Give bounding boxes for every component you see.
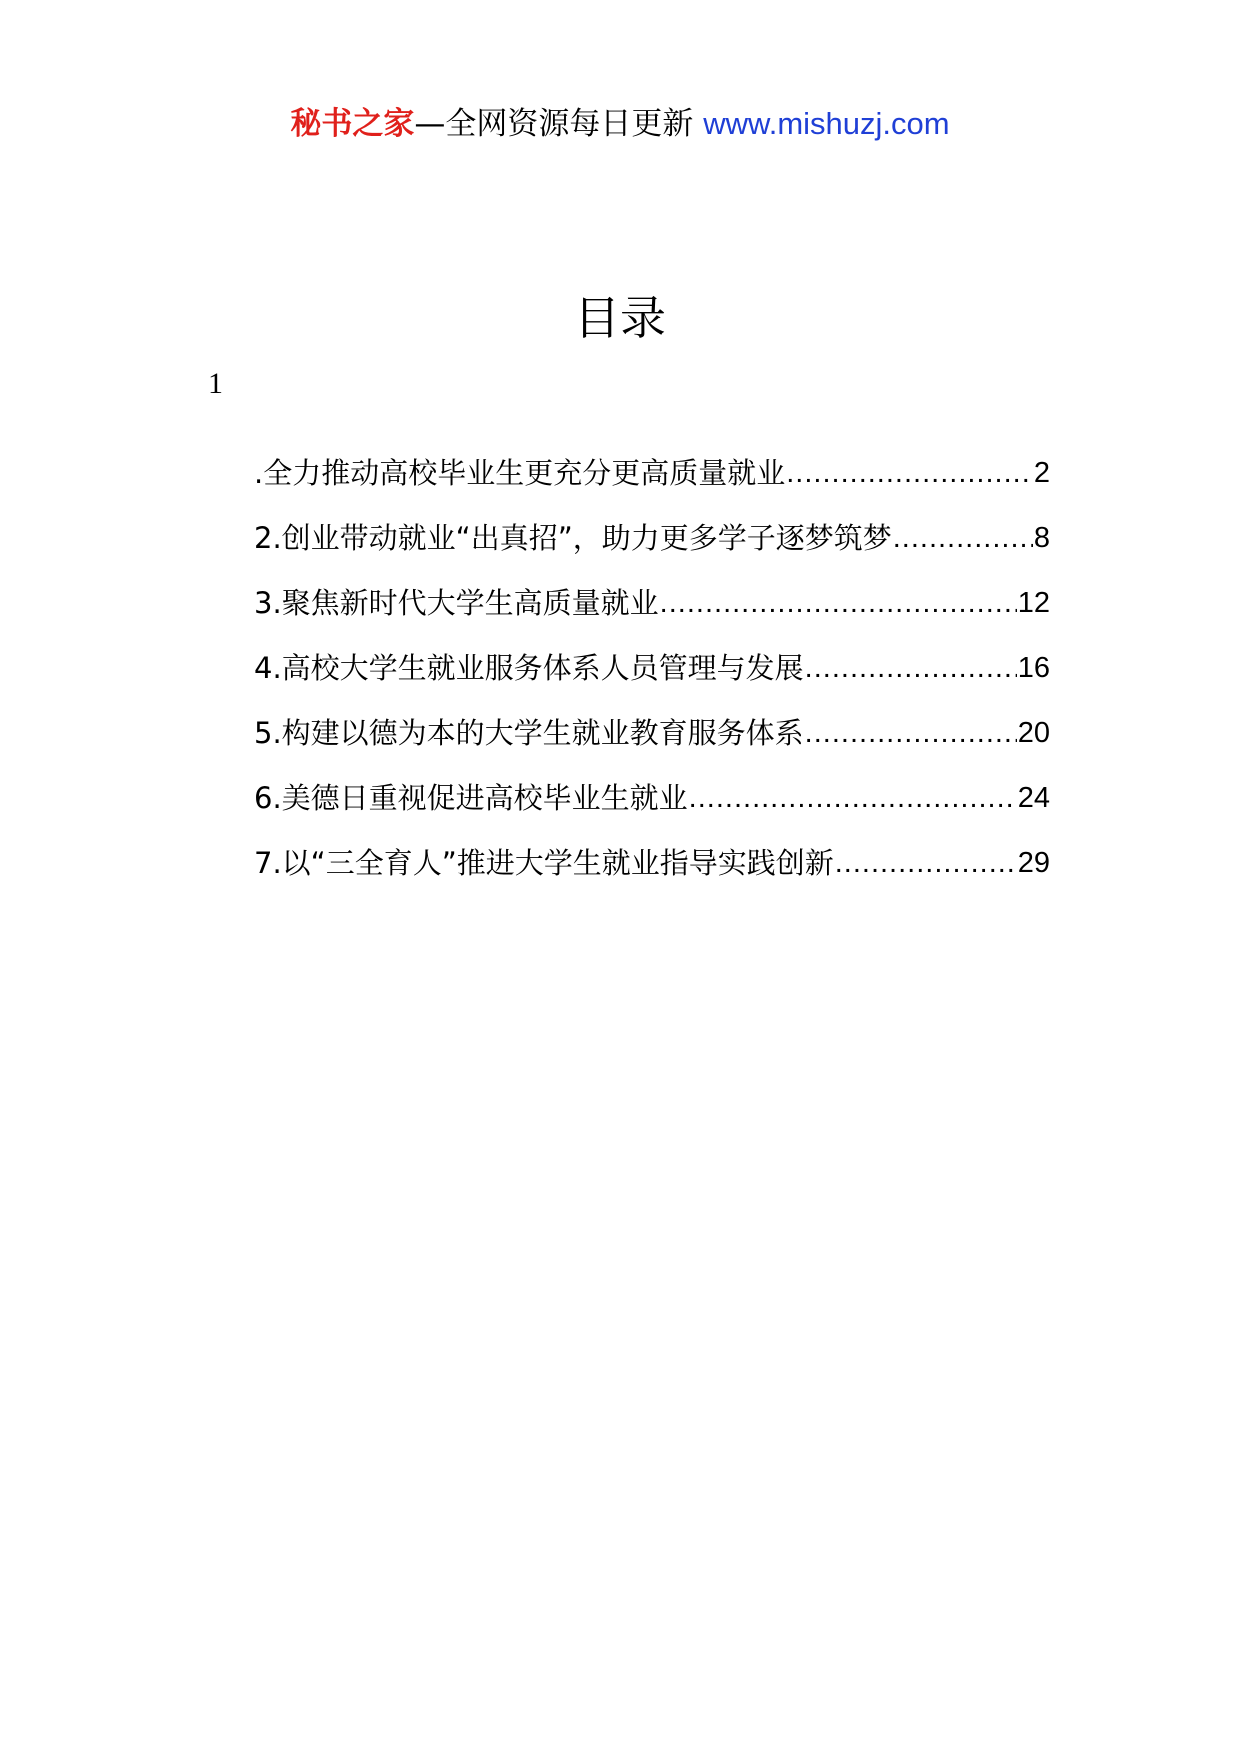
toc-leader-dots (805, 713, 1017, 753)
toc-leader-dots (786, 453, 1033, 493)
header-tagline: —全网资源每日更新 (414, 106, 694, 142)
toc-entry-2[interactable] (254, 493, 1050, 558)
toc-entry-5[interactable] (254, 688, 1050, 753)
toc-entry-7[interactable] (254, 818, 1050, 883)
toc-page-number: 12 (1017, 587, 1050, 619)
document-title: 目录 (574, 291, 666, 345)
toc-entry-title: 7.以“三全育人”推进大学生就业指导实践创新 (254, 846, 834, 880)
toc-leader-dots (835, 843, 1017, 883)
header-url-link[interactable]: www.mishuzj.com (703, 106, 950, 141)
toc-number-fragment: 1 (208, 367, 223, 400)
toc-entry-4[interactable] (254, 623, 1050, 688)
page-header (0, 104, 1240, 144)
toc-entry-6[interactable] (254, 753, 1050, 818)
toc-entry-title: 3.聚焦新时代大学生高质量就业 (254, 586, 659, 620)
toc-entry-1[interactable] (254, 428, 1050, 493)
toc-entry-title: .全力推动高校毕业生更充分更高质量就业 (254, 456, 786, 490)
toc-page-number: 20 (1017, 717, 1050, 749)
toc-entry-title: 2.创业带动就业“出真招”，助力更多学子逐梦筑梦 (254, 521, 892, 555)
toc-page-number: 24 (1017, 782, 1050, 814)
toc-leader-dots (805, 648, 1017, 688)
toc-page-number: 29 (1017, 847, 1050, 879)
table-of-contents (254, 428, 1050, 883)
toc-leader-dots (660, 583, 1017, 623)
toc-leader-dots (893, 518, 1033, 558)
toc-entry-title: 6.美德日重视促进高校毕业生就业 (254, 781, 688, 815)
header-brand: 秘书之家 (290, 106, 415, 142)
toc-leader-dots (689, 778, 1017, 818)
toc-entry-3[interactable] (254, 558, 1050, 623)
toc-entry-title: 5.构建以德为本的大学生就业教育服务体系 (254, 716, 804, 750)
toc-page-number: 16 (1017, 652, 1050, 684)
toc-entry-title: 4.高校大学生就业服务体系人员管理与发展 (254, 651, 804, 685)
toc-page-number: 2 (1033, 457, 1050, 489)
toc-page-number: 8 (1033, 522, 1050, 554)
